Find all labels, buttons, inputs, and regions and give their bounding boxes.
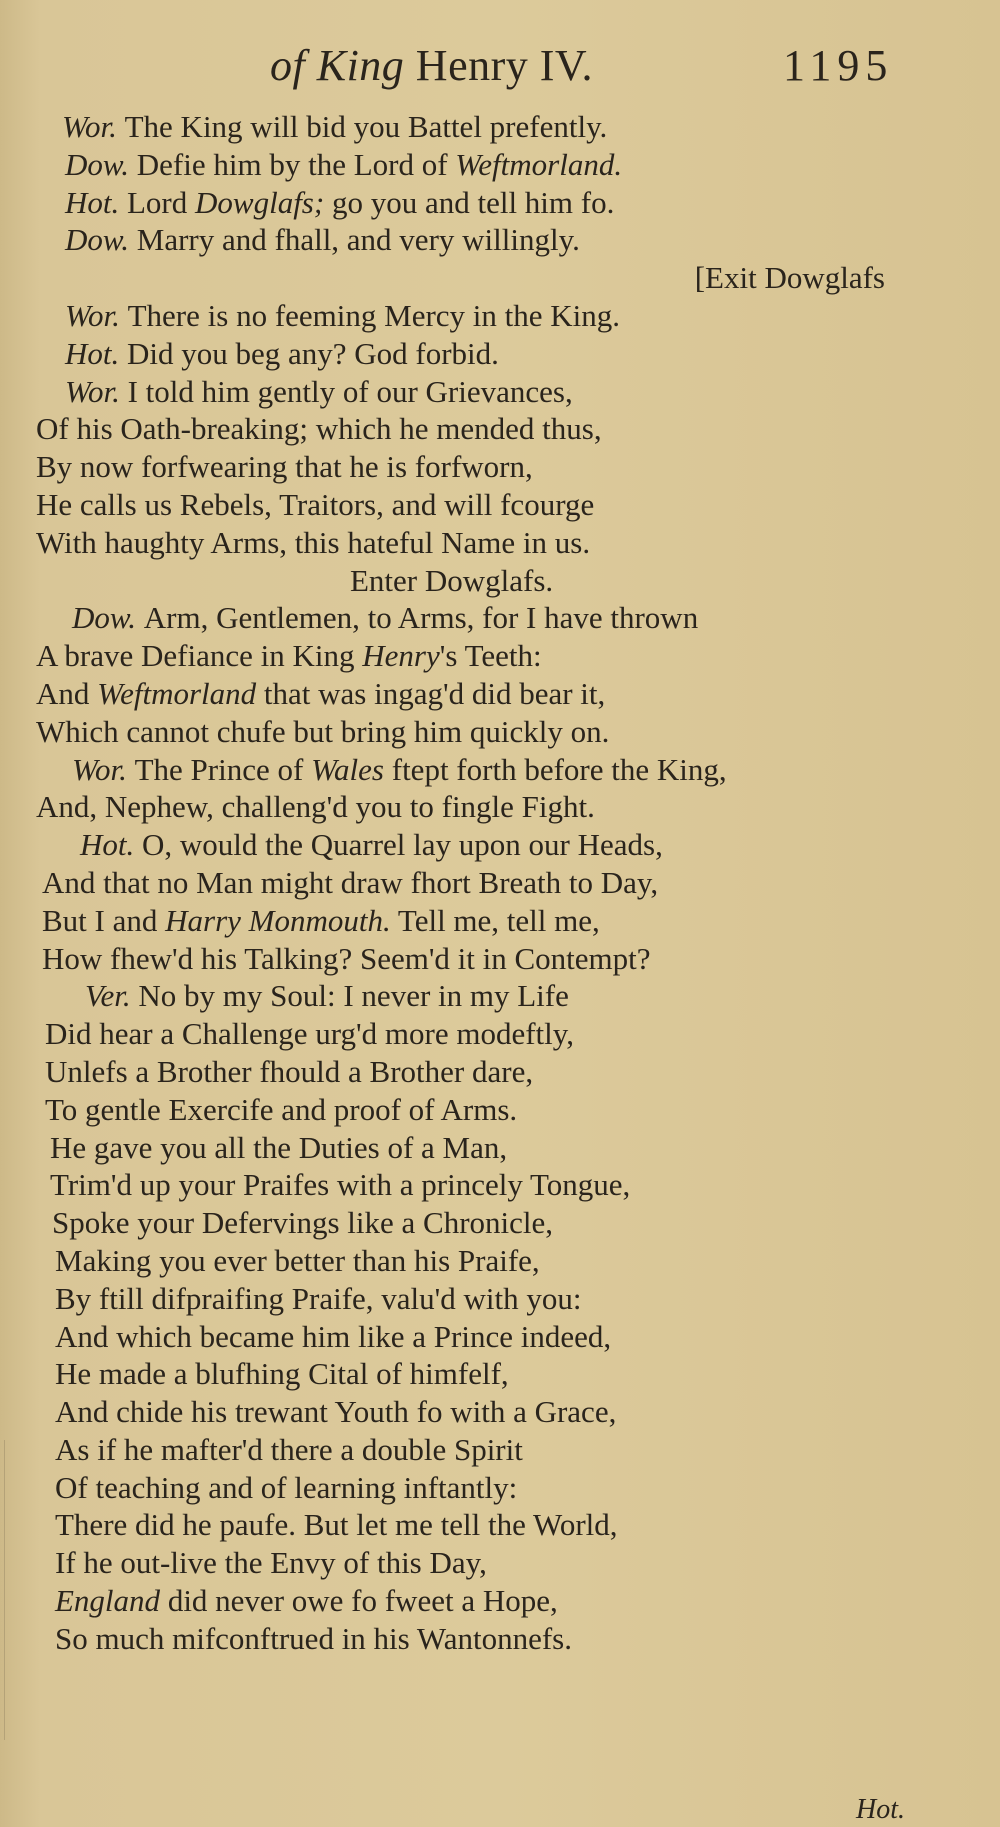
text-line <box>0 1620 1000 1658</box>
speaker-name: Hot. <box>80 827 142 863</box>
text-line <box>0 788 1000 826</box>
text-line <box>0 146 1000 184</box>
play-text <box>0 108 1000 1658</box>
text-line <box>0 675 1000 713</box>
text-line <box>0 259 1000 297</box>
line-text: No by my Soul: I never in my Life <box>138 978 569 1014</box>
running-header <box>0 40 1000 100</box>
line-text-after: did never owe fo fweet a Hope, <box>160 1583 558 1619</box>
header-title-prefix: of King <box>270 41 405 90</box>
text-line <box>0 335 1000 373</box>
line-text-after: ftept forth before the King, <box>384 751 727 787</box>
line-text: With haughty Arms, this hateful Name in us. <box>36 524 591 560</box>
line-text: I told him gently of our Grievances, <box>127 373 573 409</box>
line-text: And which became him like a Prince indeed, <box>55 1318 612 1354</box>
speaker-name: Wor. <box>65 373 128 409</box>
text-line <box>0 448 1000 486</box>
text-line <box>0 637 1000 675</box>
text-line <box>0 1091 1000 1129</box>
text-line <box>0 1506 1000 1544</box>
line-text: Which cannot chufe but bring him quickly on. <box>36 713 610 749</box>
text-line <box>0 1582 1000 1620</box>
stage-direction: [Exit Dowglafs <box>694 260 885 296</box>
line-text: He made a blufhing Cital of himfelf, <box>55 1356 509 1392</box>
line-text: He gave you all the Duties of a Man, <box>50 1129 508 1165</box>
speaker-name: Dow. <box>65 146 137 182</box>
line-text: A brave Defiance in King <box>36 638 363 674</box>
text-line <box>0 108 1000 146</box>
text-line <box>0 826 1000 864</box>
page-edge-mark <box>4 1440 5 1740</box>
line-text: And that no Man might draw fhort Breath to Day, <box>42 864 659 900</box>
line-text: As if he mafter'd there a double Spirit <box>55 1431 523 1467</box>
line-text: Trim'd up your Praifes with a princely Tongue, <box>50 1167 631 1203</box>
line-text: If he out-live the Envy of this Day, <box>55 1545 487 1581</box>
line-text: Making you ever better than his Praife, <box>55 1242 540 1278</box>
line-text-after: go you and tell him fo. <box>324 184 615 220</box>
text-line <box>0 1469 1000 1507</box>
text-line <box>0 1204 1000 1242</box>
line-italic: Harry Monmouth. <box>165 902 391 938</box>
text-line <box>0 1242 1000 1280</box>
catchword: Hot. <box>856 1794 905 1825</box>
line-text-after: Tell me, tell me, <box>390 902 600 938</box>
text-line <box>0 977 1000 1015</box>
text-line <box>0 1166 1000 1204</box>
text-line <box>0 1544 1000 1582</box>
text-line <box>0 524 1000 562</box>
text-line <box>0 1280 1000 1318</box>
speaker-name: Hot. <box>65 335 127 371</box>
line-italic: Henry <box>362 638 440 674</box>
text-line <box>0 599 1000 637</box>
line-text: And chide his trewant Youth fo with a Grace, <box>55 1394 617 1430</box>
text-line <box>0 486 1000 524</box>
speaker-name: Ver. <box>85 978 139 1014</box>
text-line <box>0 751 1000 789</box>
text-line <box>0 864 1000 902</box>
line-italic: England <box>55 1583 161 1619</box>
text-line <box>0 221 1000 259</box>
speaker-name: Hot. <box>65 184 127 220</box>
line-text: He calls us Rebels, Traitors, and will fcourge <box>36 486 595 522</box>
text-line <box>0 1053 1000 1091</box>
line-italic: Weftmorland <box>97 675 257 711</box>
speaker-name: Wor. <box>72 751 135 787</box>
text-line <box>0 713 1000 751</box>
text-line <box>0 1129 1000 1167</box>
text-line <box>0 1431 1000 1469</box>
line-text: Defie him by the Lord of <box>136 146 456 182</box>
header-title-main: Henry IV. <box>415 41 594 90</box>
stage-direction: Enter Dowglafs. <box>350 562 554 598</box>
line-text: Lord <box>127 184 196 220</box>
line-text: O, would the Quarrel lay upon our Heads, <box>142 827 663 863</box>
text-line <box>0 1015 1000 1053</box>
text-line <box>0 940 1000 978</box>
text-line <box>0 1318 1000 1356</box>
line-text: Did you beg any? God forbid. <box>127 335 499 371</box>
page-number: 1195 <box>783 41 894 90</box>
text-line <box>0 1393 1000 1431</box>
line-text: There is no feeming Mercy in the King. <box>127 297 621 333</box>
line-text: Spoke your Defervings like a Chronicle, <box>52 1205 554 1241</box>
text-line <box>0 373 1000 411</box>
speaker-name: Wor. <box>65 297 128 333</box>
line-text: Unlefs a Brother fhould a Brother dare, <box>45 1053 534 1089</box>
line-italic: Dowglafs; <box>195 184 325 220</box>
line-text: Did hear a Challenge urg'd more modeftly, <box>45 1016 574 1052</box>
text-line <box>0 1355 1000 1393</box>
text-line <box>0 297 1000 335</box>
line-text: By ftill difpraifing Praife, valu'd with you: <box>55 1280 582 1316</box>
line-text: By now forfwearing that he is forfworn, <box>36 449 533 485</box>
text-line <box>0 562 1000 600</box>
line-text: The King will bid you Battel prefently. <box>124 109 608 144</box>
line-text: So much mifconftrued in his Wantonnefs. <box>55 1620 572 1656</box>
line-text: Of his Oath-breaking; which he mended thus, <box>36 411 602 447</box>
speaker-name: Wor. <box>62 109 125 144</box>
line-text: There did he paufe. But let me tell the World, <box>55 1507 618 1543</box>
line-text: And, Nephew, challeng'd you to fingle Fight. <box>36 789 595 825</box>
line-text: How fhew'd his Talking? Seem'd it in Contempt? <box>42 940 651 976</box>
line-text-after: 's Teeth: <box>439 638 542 674</box>
text-line <box>0 184 1000 222</box>
line-text: Marry and fhall, and very willingly. <box>136 222 580 258</box>
text-line <box>0 902 1000 940</box>
line-italic: Weftmorland. <box>455 146 623 182</box>
line-italic: Wales <box>311 751 384 787</box>
header-title <box>270 40 593 91</box>
line-text: The Prince of <box>134 751 312 787</box>
line-text: But I and <box>42 902 166 938</box>
line-text: And <box>36 675 98 711</box>
text-line <box>0 410 1000 448</box>
line-text: Arm, Gentlemen, to Arms, for I have thrown <box>143 600 699 636</box>
line-text-after: that was ingag'd did bear it, <box>256 675 606 711</box>
speaker-name: Dow. <box>65 222 137 258</box>
speaker-name: Dow. <box>72 600 144 636</box>
line-text: To gentle Exercife and proof of Arms. <box>45 1091 518 1127</box>
line-text: Of teaching and of learning inftantly: <box>55 1469 518 1505</box>
